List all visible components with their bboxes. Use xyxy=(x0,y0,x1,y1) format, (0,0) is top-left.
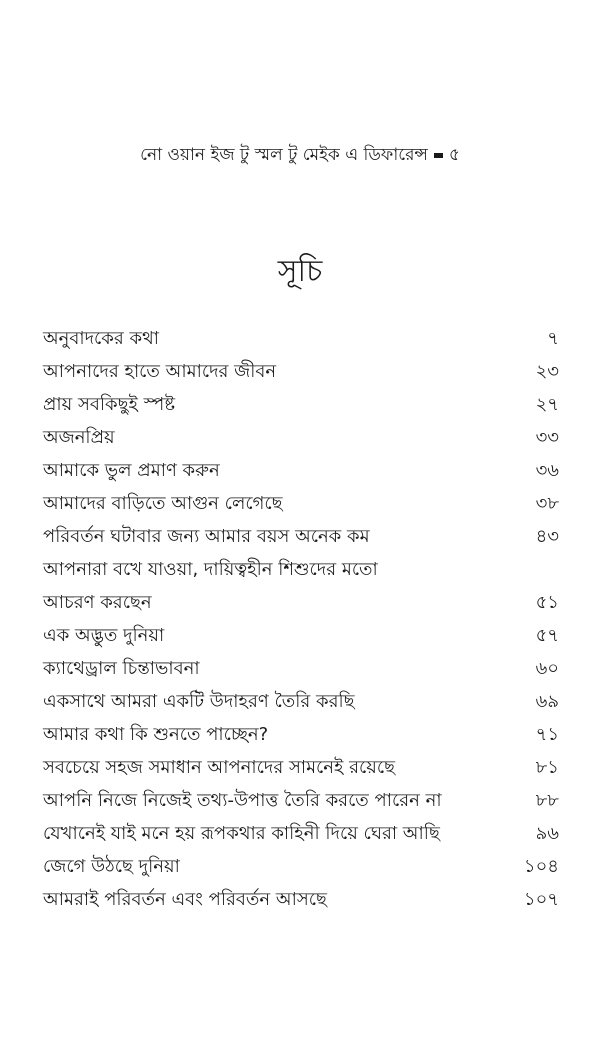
toc-entry xyxy=(43,586,559,619)
toc-entry-page: ৩৬ xyxy=(535,460,559,481)
toc-entry-page: ৫১ xyxy=(535,592,559,613)
toc-entry-page: ১০৪ xyxy=(523,856,559,877)
toc-entry xyxy=(43,883,559,916)
toc-entry-title: আমাকে ভুল প্রমাণ করুন xyxy=(43,460,220,481)
toc-entry-title: প্রায় সবকিছুই স্পষ্ট xyxy=(43,394,176,415)
toc-entry xyxy=(43,751,559,784)
toc-entry-title: আমরাই পরিবর্তন এবং পরিবর্তন আসছে xyxy=(43,889,327,910)
toc-entry-page: ৬০ xyxy=(535,658,559,679)
toc-entry xyxy=(43,487,559,520)
toc-entry-title: যেখানেই যাই মনে হয় রূপকথার কাহিনী দিয়ে ঘেরা আছি xyxy=(43,823,440,844)
toc-entry-title: অনুবাদকের কথা xyxy=(43,328,159,349)
toc-entry xyxy=(43,652,559,685)
toc-entry xyxy=(43,718,559,751)
toc-entry-title: একসাথে আমরা একটি উদাহরণ তৈরি করছি xyxy=(43,691,355,712)
toc-entry xyxy=(43,850,559,883)
book-title: নো ওয়ান ইজ টু স্মল টু মেইক এ ডিফারেন্স xyxy=(140,145,428,165)
toc-entry-page: ৩৩ xyxy=(535,427,559,448)
toc-entry-page: ৭ xyxy=(547,328,559,349)
toc-entry-page: ৮১ xyxy=(535,757,559,778)
toc-entry-title: আপনি নিজে নিজেই তথ্য-উপাত্ত তৈরি করতে পারেন না xyxy=(43,790,442,811)
toc-title: সূচি xyxy=(277,254,323,289)
toc-entry-page: ৪৩ xyxy=(535,526,559,547)
header-separator xyxy=(434,153,443,158)
toc-entry-title: অজনপ্রিয় xyxy=(43,427,115,448)
toc-entry xyxy=(43,421,559,454)
toc-entry-title: এক অদ্ভুত দুনিয়া xyxy=(43,625,165,646)
toc-entry xyxy=(43,685,559,718)
toc-entry xyxy=(43,553,559,586)
toc-entry-page: ৯৬ xyxy=(535,823,559,844)
toc-entry-title: সবচেয়ে সহজ সমাধান আপনাদের সামনেই রয়েছে xyxy=(43,757,395,778)
toc-entry xyxy=(43,817,559,850)
toc-entry xyxy=(43,619,559,652)
toc-entry xyxy=(43,454,559,487)
toc-entry-title: আচরণ করছেন xyxy=(43,592,152,613)
toc-entry-title: আমার কথা কি শুনতে পাচ্ছেন? xyxy=(43,724,269,745)
toc-list xyxy=(43,322,559,916)
toc-entry-page: ৮৮ xyxy=(535,790,559,811)
toc-entry-page: ৭১ xyxy=(535,724,559,745)
toc-entry-title: আপনারা বখে যাওয়া, দায়িত্বহীন শিশুদের মতো xyxy=(43,559,378,580)
toc-entry xyxy=(43,355,559,388)
toc-entry-page: ২৩ xyxy=(535,361,559,382)
toc-entry xyxy=(43,784,559,817)
toc-entry-page: ৫৭ xyxy=(535,625,559,646)
toc-entry-page: ২৭ xyxy=(535,394,559,415)
toc-entry-page: ৬৯ xyxy=(535,691,559,712)
toc-entry xyxy=(43,520,559,553)
toc-entry xyxy=(43,322,559,355)
toc-entry-title: আমাদের বাড়িতে আগুন লেগেছে xyxy=(43,493,283,514)
toc-entry-title: জেগে উঠছে দুনিয়া xyxy=(43,856,180,877)
toc-entry-title: পরিবর্তন ঘটাবার জন্য আমার বয়স অনেক কম xyxy=(43,526,370,547)
running-header xyxy=(0,143,600,167)
toc-entry-page: ১০৭ xyxy=(523,889,559,910)
page-number: ৫ xyxy=(448,145,460,165)
toc-entry-title: আপনাদের হাতে আমাদের জীবন xyxy=(43,361,277,382)
toc-entry xyxy=(43,388,559,421)
toc-entry-page: ৩৮ xyxy=(535,493,559,514)
toc-entry-title: ক্যাথেড্রাল চিন্তাভাবনা xyxy=(43,658,200,679)
